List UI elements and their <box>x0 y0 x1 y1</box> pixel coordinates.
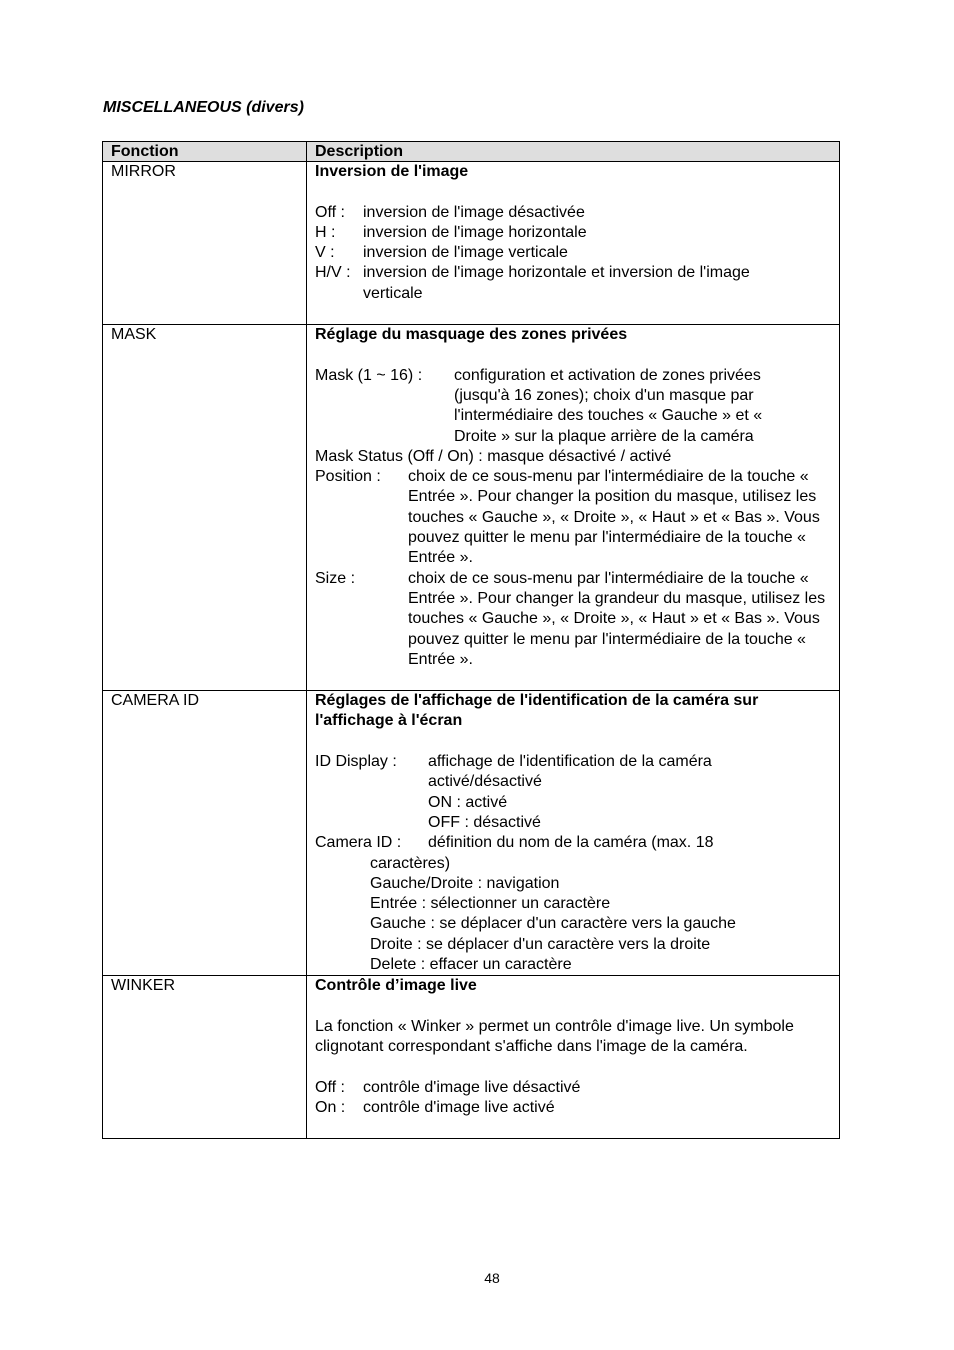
table-row-mirror <box>103 162 840 325</box>
camera-id-nav-3: Droite : se déplacer d'un caractère vers la droite <box>370 935 711 953</box>
camera-id-nav-0: Gauche/Droite : navigation <box>370 874 560 892</box>
description-winker <box>307 976 840 1139</box>
header-description: Description <box>307 142 840 162</box>
camera-id-display: ID Display : affichage de l'identification de la caméra activé/désactivé <box>315 753 712 791</box>
mask-item-range: Mask (1 ~ 16) : configuration et activation de zones privées (jusqu'à 16 zones); choix d'un masque par l'intermédiaire des touches « Gauche » et « Droite » sur la plaque arrière de la caméra <box>315 366 763 445</box>
mirror-heading: Inversion de l'image <box>315 163 469 180</box>
winker-heading: Contrôle d’image live <box>315 977 477 995</box>
winker-item-on: On : contrôle d'image live activé <box>315 1099 555 1117</box>
camera-id-off: OFF : désactivé <box>428 813 541 831</box>
function-mask: MASK <box>103 325 307 691</box>
camera-id-on: ON : activé <box>428 793 508 811</box>
mask-item-position: Position : choix de ce sous-menu par l'intermédiaire de la touche « Entrée ». Pour changer la position du masque, utilisez les touches « Gauche », « Droite », « Haut » et « Bas ». Vous pouvez quitter le menu par l'intermédiaire de la touche « Entrée ». <box>315 468 820 567</box>
table-row-winker <box>103 976 840 1139</box>
camera-id-nav-2: Gauche : se déplacer d'un caractère vers la gauche <box>370 915 736 933</box>
section-title: MISCELLANEOUS (divers) <box>103 99 304 116</box>
mask-item-size: Size : choix de ce sous-menu par l'intermédiaire de la touche « Entrée ». Pour changer la grandeur du masque, utilisez les touches « Gauche », « Droite », « Haut » et « Bas ». Vous pouvez quitter le menu par l'intermédiaire de la touche « Entrée ». <box>315 569 826 668</box>
winker-paragraph: La fonction « Winker » permet un contrôle d'image live. Un symbole clignotant correspondant s'affiche dans l'image de la caméra. <box>315 1017 794 1056</box>
mirror-item-v: V : inversion de l'image verticale <box>315 244 568 262</box>
description-camera-id <box>307 691 840 976</box>
camera-id-heading: Réglages de l'affichage de l'identification de la caméra sur l'affichage à l'écran <box>315 692 759 730</box>
description-mirror <box>307 162 840 325</box>
mirror-item-h: H : inversion de l'image horizontale <box>315 223 587 241</box>
table-row-camera-id <box>103 691 840 976</box>
page-number: 48 <box>484 1270 500 1286</box>
mirror-item-off: Off : inversion de l'image désactivée <box>315 203 585 221</box>
function-mirror: MIRROR <box>103 162 307 325</box>
mask-heading: Réglage du masquage des zones privées <box>315 326 628 344</box>
mask-status-line: Mask Status (Off / On) : masque désactivé / activé <box>315 447 672 465</box>
winker-item-off: Off : contrôle d'image live désactivé <box>315 1078 581 1096</box>
camera-id-nav-4: Delete : effacer un caractère <box>370 955 572 973</box>
function-winker: WINKER <box>103 976 307 1139</box>
function-table <box>102 141 840 1139</box>
mirror-item-hv: H/V : inversion de l'image horizontale et inversion de l'image verticale <box>315 264 750 302</box>
header-fonction: Fonction <box>103 142 307 162</box>
table-row-mask <box>103 325 840 691</box>
camera-id-name-cont: caractères) <box>370 854 451 872</box>
function-camera-id: CAMERA ID <box>103 691 307 976</box>
description-mask <box>307 325 840 691</box>
camera-id-nav-1: Entrée : sélectionner un caractère <box>370 895 611 913</box>
table-header-row <box>103 142 840 162</box>
camera-id-name: Camera ID : définition du nom de la caméra (max. 18 <box>315 834 714 852</box>
